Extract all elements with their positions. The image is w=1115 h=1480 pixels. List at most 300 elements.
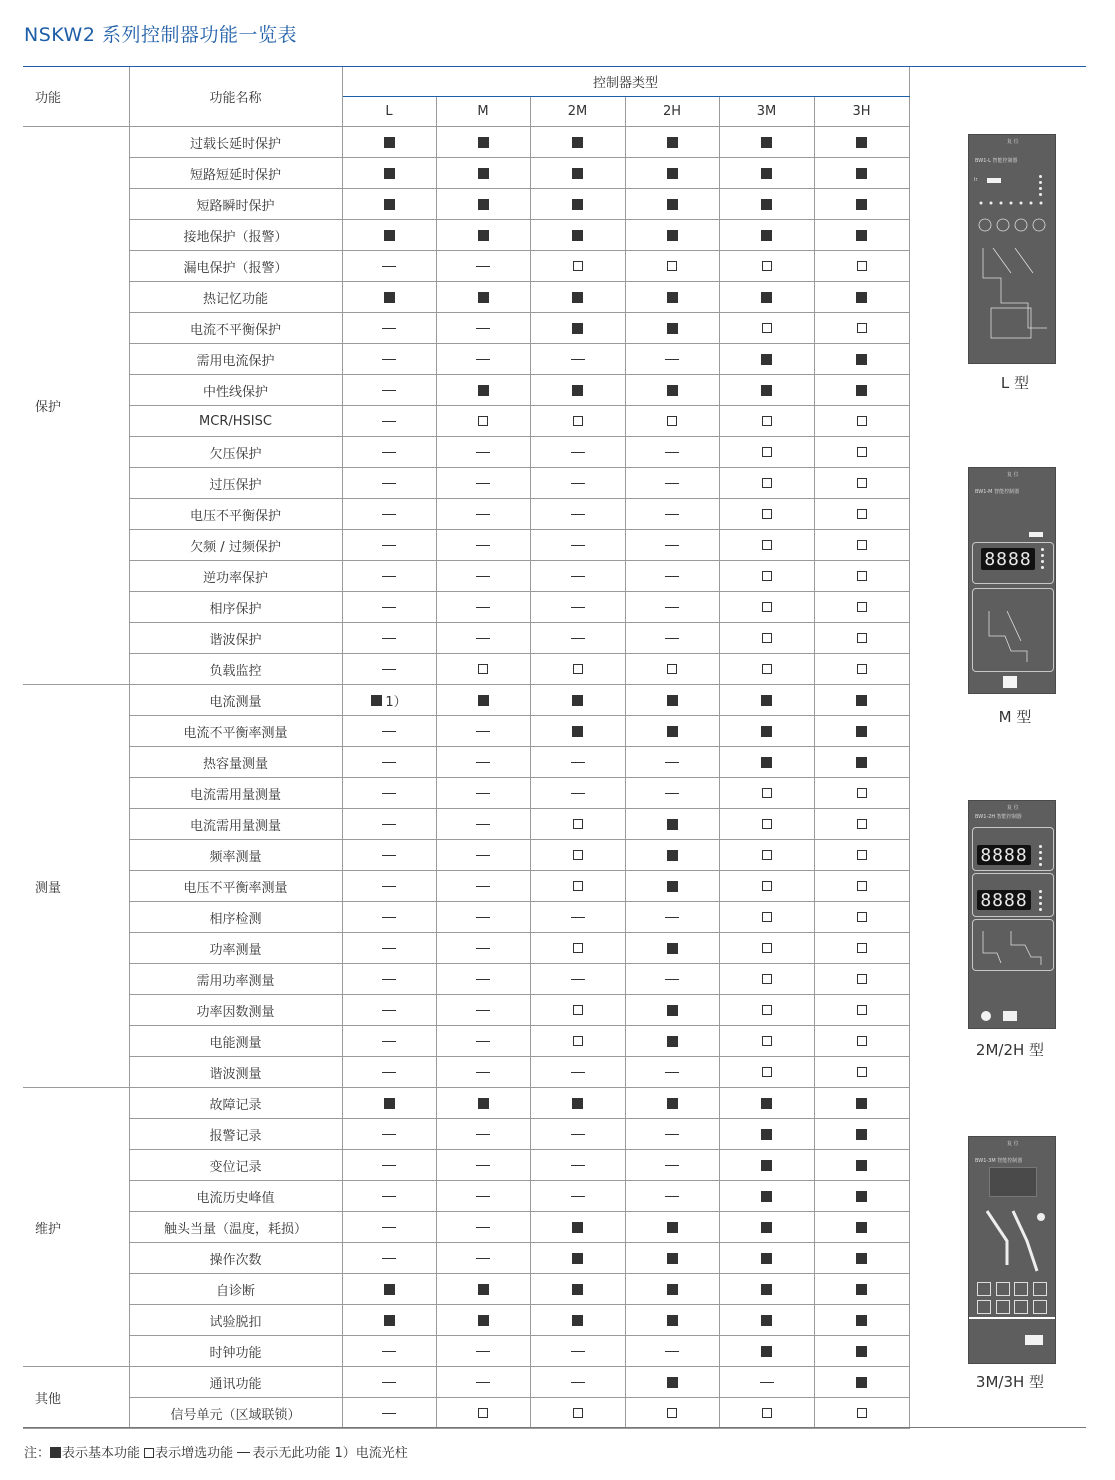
- header-name: 功能名称: [129, 67, 342, 127]
- optional-function-icon: [857, 633, 867, 643]
- m-panel-curve-icon: [977, 596, 1049, 666]
- support-cell-2m: [530, 437, 625, 468]
- function-name: 热容量测量: [129, 747, 342, 778]
- no-function-icon: [665, 545, 679, 546]
- controller-panel-2m2h: 复 位 BW1-2H 智能控制器 8888 8888: [968, 800, 1056, 1029]
- legend-empty-icon: [144, 1448, 154, 1458]
- support-cell-l: [342, 1243, 436, 1274]
- optional-function-icon: [762, 571, 772, 581]
- optional-function-icon: [667, 664, 677, 674]
- support-cell-3h: [814, 406, 909, 437]
- basic-function-icon: [572, 385, 583, 396]
- support-cell-2m: [530, 1212, 625, 1243]
- support-cell-m: [436, 995, 530, 1026]
- function-name: 中性线保护: [129, 375, 342, 406]
- no-function-icon: [665, 1351, 679, 1352]
- support-cell-m: [436, 530, 530, 561]
- support-cell-l: [342, 623, 436, 654]
- support-cell-2m: [530, 871, 625, 902]
- support-cell-3m: [719, 933, 814, 964]
- support-cell-l: [342, 406, 436, 437]
- support-cell-3m: [719, 685, 814, 716]
- support-cell-l: [342, 1336, 436, 1367]
- support-cell-l: [342, 1119, 436, 1150]
- basic-function-icon: [667, 385, 678, 396]
- basic-function-icon: [478, 1098, 489, 1109]
- function-name: 过压保护: [129, 468, 342, 499]
- table-row: [23, 654, 909, 685]
- function-name: 电能测量: [129, 1026, 342, 1057]
- basic-function-icon: [856, 168, 867, 179]
- support-cell-3h: [814, 1057, 909, 1088]
- support-cell-2m: [530, 1088, 625, 1119]
- support-cell-3m: [719, 1181, 814, 1212]
- support-cell-2m: [530, 1150, 625, 1181]
- no-function-icon: [476, 483, 490, 484]
- basic-function-icon: [856, 1191, 867, 1202]
- support-cell-m: [436, 1088, 530, 1119]
- optional-function-icon: [762, 912, 772, 922]
- support-cell-m: [436, 902, 530, 933]
- support-cell-m: [436, 1336, 530, 1367]
- support-cell-m: [436, 1305, 530, 1336]
- support-cell-m: [436, 809, 530, 840]
- basic-function-icon: [856, 385, 867, 396]
- basic-function-icon: [856, 695, 867, 706]
- no-function-icon: [476, 1196, 490, 1197]
- table-row: [23, 251, 909, 282]
- no-function-icon: [476, 762, 490, 763]
- support-cell-3m: [719, 375, 814, 406]
- basic-function-icon: [856, 1346, 867, 1357]
- support-cell-3h: [814, 592, 909, 623]
- support-cell-3h: [814, 1336, 909, 1367]
- support-cell-2m: [530, 375, 625, 406]
- no-function-icon: [665, 452, 679, 453]
- basic-function-icon: [572, 1098, 583, 1109]
- function-name: 热记忆功能: [129, 282, 342, 313]
- no-function-icon: [476, 266, 490, 267]
- support-cell-3m: [719, 406, 814, 437]
- basic-function-icon: [667, 726, 678, 737]
- support-cell-m: [436, 282, 530, 313]
- no-function-icon: [476, 1258, 490, 1259]
- optional-function-icon: [857, 1005, 867, 1015]
- function-name: 信号单元（区域联锁）: [129, 1398, 342, 1429]
- table-row: [23, 375, 909, 406]
- support-cell-l: [342, 1274, 436, 1305]
- basic-function-icon: [667, 199, 678, 210]
- support-cell-2m: [530, 778, 625, 809]
- support-cell-2h: [625, 1150, 719, 1181]
- support-cell-l: [342, 1212, 436, 1243]
- support-cell-3h: [814, 716, 909, 747]
- support-cell-l: [342, 995, 436, 1026]
- table-row: [23, 1026, 909, 1057]
- no-function-icon: [476, 1227, 490, 1228]
- footnote-empty: 表示增选功能: [155, 1446, 234, 1461]
- optional-function-icon: [857, 1408, 867, 1418]
- support-cell-l: [342, 902, 436, 933]
- function-name: 电流需用量测量: [129, 778, 342, 809]
- function-name: 电压不平衡率测量: [129, 871, 342, 902]
- basic-function-icon: [478, 385, 489, 396]
- function-name: 操作次数: [129, 1243, 342, 1274]
- no-function-icon: [382, 979, 396, 980]
- support-cell-m: [436, 251, 530, 282]
- support-cell-3m: [719, 251, 814, 282]
- support-cell-3m: [719, 809, 814, 840]
- support-cell-2h: [625, 933, 719, 964]
- basic-function-icon: [856, 354, 867, 365]
- support-cell-2h: [625, 685, 719, 716]
- no-function-icon: [382, 266, 396, 267]
- no-function-icon: [382, 1351, 396, 1352]
- support-cell-2h: [625, 1398, 719, 1429]
- no-function-icon: [382, 328, 396, 329]
- function-name: 谐波测量: [129, 1057, 342, 1088]
- footnote-none: 表示无此功能: [252, 1446, 331, 1461]
- table-row: [23, 437, 909, 468]
- support-cell-3m: [719, 127, 814, 158]
- support-cell-2h: [625, 809, 719, 840]
- basic-function-icon: [761, 726, 772, 737]
- category-cell: 维护: [23, 1088, 129, 1367]
- table-row: [23, 1150, 909, 1181]
- support-cell-2m: [530, 1243, 625, 1274]
- function-name: 功率测量: [129, 933, 342, 964]
- support-cell-m: [436, 375, 530, 406]
- optional-function-icon: [478, 1408, 488, 1418]
- table-row: [23, 902, 909, 933]
- support-cell-3h: [814, 1026, 909, 1057]
- no-function-icon: [476, 452, 490, 453]
- table-row: [23, 871, 909, 902]
- support-cell-2m: [530, 1305, 625, 1336]
- support-cell-2m: [530, 1057, 625, 1088]
- no-function-icon: [571, 452, 585, 453]
- support-cell-3h: [814, 902, 909, 933]
- basic-function-icon: [572, 1315, 583, 1326]
- optional-function-icon: [857, 881, 867, 891]
- optional-function-icon: [573, 850, 583, 860]
- no-function-icon: [382, 452, 396, 453]
- header-type-2h: 2H: [625, 97, 719, 127]
- support-cell-l: [342, 716, 436, 747]
- support-cell-l: [342, 933, 436, 964]
- table-row: [23, 592, 909, 623]
- table-row: [23, 1212, 909, 1243]
- optional-function-icon: [857, 540, 867, 550]
- optional-function-icon: [573, 261, 583, 271]
- no-function-icon: [476, 917, 490, 918]
- controller-panel-3m3h: 复 位 BW1-3M 智能控制器: [968, 1136, 1056, 1364]
- basic-function-icon: [667, 1253, 678, 1264]
- l-panel-circuit-icon: [973, 193, 1051, 353]
- no-function-icon: [665, 638, 679, 639]
- support-cell-2h: [625, 716, 719, 747]
- support-cell-3m: [719, 902, 814, 933]
- support-cell-2m: [530, 1181, 625, 1212]
- basic-function-icon: [667, 168, 678, 179]
- table-row: [23, 344, 909, 375]
- basic-function-icon: [761, 757, 772, 768]
- basic-function-icon: [667, 1315, 678, 1326]
- basic-function-icon: [761, 1160, 772, 1171]
- function-name: 时钟功能: [129, 1336, 342, 1367]
- no-function-icon: [476, 979, 490, 980]
- basic-function-icon: [667, 137, 678, 148]
- legend-full-icon: [50, 1447, 61, 1458]
- function-name: 相序保护: [129, 592, 342, 623]
- no-function-icon: [760, 1382, 774, 1383]
- optional-function-icon: [857, 912, 867, 922]
- no-function-icon: [382, 855, 396, 856]
- support-cell-l: [342, 1150, 436, 1181]
- optional-function-icon: [857, 850, 867, 860]
- support-cell-l: [342, 282, 436, 313]
- basic-function-icon: [667, 695, 678, 706]
- basic-function-icon: [667, 292, 678, 303]
- support-cell-m: [436, 1398, 530, 1429]
- support-cell-3m: [719, 1057, 814, 1088]
- optional-function-icon: [762, 1036, 772, 1046]
- no-function-icon: [382, 762, 396, 763]
- support-cell-l: [342, 1026, 436, 1057]
- support-cell-3h: [814, 747, 909, 778]
- support-cell-3h: [814, 840, 909, 871]
- no-function-icon: [382, 793, 396, 794]
- no-function-icon: [571, 483, 585, 484]
- support-cell-2m: [530, 654, 625, 685]
- support-cell-3h: [814, 809, 909, 840]
- function-name: 过载长延时保护: [129, 127, 342, 158]
- panel-caption-3m3h: 3M/3H 型: [975, 1373, 1045, 1391]
- function-name: 短路瞬时保护: [129, 189, 342, 220]
- no-function-icon: [382, 638, 396, 639]
- support-cell-2h: [625, 778, 719, 809]
- function-name: 相序检测: [129, 902, 342, 933]
- no-function-icon: [571, 576, 585, 577]
- basic-function-icon: [667, 323, 678, 334]
- support-cell-2m: [530, 747, 625, 778]
- basic-function-icon: [761, 1253, 772, 1264]
- support-cell-2m: [530, 995, 625, 1026]
- no-function-icon: [665, 483, 679, 484]
- header-type-2m: 2M: [530, 97, 625, 127]
- support-cell-2h: [625, 158, 719, 189]
- table-row: [23, 468, 909, 499]
- support-cell-m: [436, 1026, 530, 1057]
- basic-function-icon: [667, 819, 678, 830]
- support-cell-l: [342, 809, 436, 840]
- support-cell-3m: [719, 623, 814, 654]
- no-function-icon: [476, 948, 490, 949]
- support-cell-3h: [814, 1088, 909, 1119]
- support-cell-2h: [625, 1026, 719, 1057]
- no-function-icon: [571, 762, 585, 763]
- support-cell-m: [436, 1367, 530, 1398]
- support-cell-l: [342, 871, 436, 902]
- support-cell-2m: [530, 1398, 625, 1429]
- panel-caption-l: L 型: [1000, 374, 1030, 392]
- support-cell-m: [436, 344, 530, 375]
- support-cell-2m: [530, 623, 625, 654]
- table-row: [23, 1398, 909, 1429]
- function-name: 短路短延时保护: [129, 158, 342, 189]
- basic-function-icon: [761, 292, 772, 303]
- support-cell-3h: [814, 933, 909, 964]
- table-row: [23, 1243, 909, 1274]
- support-cell-2h: [625, 127, 719, 158]
- support-cell-3h: [814, 158, 909, 189]
- support-cell-2h: [625, 1274, 719, 1305]
- function-name: 需用功率测量: [129, 964, 342, 995]
- no-function-icon: [382, 1382, 396, 1383]
- optional-function-icon: [762, 850, 772, 860]
- no-function-icon: [382, 669, 396, 670]
- basic-function-icon: [856, 1377, 867, 1388]
- support-cell-3m: [719, 189, 814, 220]
- no-function-icon: [382, 607, 396, 608]
- optional-function-icon: [857, 571, 867, 581]
- support-cell-2m: [530, 499, 625, 530]
- support-cell-2m: [530, 344, 625, 375]
- optional-function-icon: [762, 881, 772, 891]
- basic-function-icon: [384, 1284, 395, 1295]
- footnote-note: 1）电流光柱: [334, 1446, 408, 1461]
- table-row: [23, 933, 909, 964]
- basic-function-icon: [856, 1160, 867, 1171]
- support-cell-2h: [625, 189, 719, 220]
- function-name: 变位记录: [129, 1150, 342, 1181]
- no-function-icon: [476, 545, 490, 546]
- table-row: [23, 1057, 909, 1088]
- no-function-icon: [382, 1041, 396, 1042]
- basic-function-icon: [761, 1191, 772, 1202]
- no-function-icon: [571, 1196, 585, 1197]
- basic-function-icon: [384, 199, 395, 210]
- support-cell-3m: [719, 158, 814, 189]
- header-type-3h: 3H: [814, 97, 909, 127]
- function-name: 电流不平衡率测量: [129, 716, 342, 747]
- no-function-icon: [571, 514, 585, 515]
- support-cell-3h: [814, 1274, 909, 1305]
- support-cell-l: [342, 499, 436, 530]
- no-function-icon: [382, 545, 396, 546]
- support-cell-3h: [814, 530, 909, 561]
- support-cell-m: [436, 623, 530, 654]
- optional-function-icon: [762, 261, 772, 271]
- header-category: 功能: [23, 67, 129, 127]
- optional-function-icon: [857, 974, 867, 984]
- support-cell-3m: [719, 530, 814, 561]
- basic-function-icon: [761, 354, 772, 365]
- table-row: [23, 127, 909, 158]
- optional-function-icon: [762, 509, 772, 519]
- support-cell-3m: [719, 1150, 814, 1181]
- support-cell-2h: [625, 561, 719, 592]
- basic-function-icon: [384, 137, 395, 148]
- support-cell-l: [342, 468, 436, 499]
- table-row: [23, 685, 909, 716]
- basic-function-icon: [572, 1222, 583, 1233]
- optional-function-icon: [857, 602, 867, 612]
- support-cell-3m: [719, 995, 814, 1026]
- basic-function-icon: [667, 1098, 678, 1109]
- support-cell-l: [342, 778, 436, 809]
- support-cell-3h: [814, 313, 909, 344]
- optional-function-icon: [857, 478, 867, 488]
- no-function-icon: [382, 824, 396, 825]
- 2m2h-panel-display-bottom: 8888: [977, 890, 1031, 910]
- no-function-icon: [382, 917, 396, 918]
- basic-function-icon: [856, 1315, 867, 1326]
- controller-panel-l: 复 位 BW1-L 智能控制器 Ir: [968, 134, 1056, 364]
- table-row: [23, 778, 909, 809]
- no-function-icon: [571, 793, 585, 794]
- support-cell-m: [436, 127, 530, 158]
- no-function-icon: [382, 1072, 396, 1073]
- basic-function-icon: [761, 1098, 772, 1109]
- support-cell-l: [342, 592, 436, 623]
- basic-function-icon: [667, 1284, 678, 1295]
- support-cell-2m: [530, 1367, 625, 1398]
- basic-function-icon: [572, 199, 583, 210]
- no-function-icon: [382, 359, 396, 360]
- support-cell-l: [342, 375, 436, 406]
- support-cell-3m: [719, 654, 814, 685]
- support-cell-2m: [530, 251, 625, 282]
- function-name: 漏电保护（报警）: [129, 251, 342, 282]
- basic-function-icon: [478, 230, 489, 241]
- support-cell-2h: [625, 313, 719, 344]
- support-cell-m: [436, 1057, 530, 1088]
- support-cell-2m: [530, 530, 625, 561]
- support-cell-3h: [814, 623, 909, 654]
- basic-function-icon: [478, 199, 489, 210]
- no-function-icon: [476, 638, 490, 639]
- table-row: [23, 1088, 909, 1119]
- table-row: [23, 1274, 909, 1305]
- support-cell-l: [342, 251, 436, 282]
- basic-function-icon: [384, 168, 395, 179]
- function-name: 试验脱扣: [129, 1305, 342, 1336]
- optional-function-icon: [762, 447, 772, 457]
- support-cell-3m: [719, 437, 814, 468]
- no-function-icon: [571, 1165, 585, 1166]
- support-cell-3h: [814, 1243, 909, 1274]
- support-cell-l: [342, 654, 436, 685]
- optional-function-icon: [857, 509, 867, 519]
- support-cell-2m: [530, 964, 625, 995]
- basic-function-icon: [572, 1284, 583, 1295]
- optional-function-icon: [762, 788, 772, 798]
- optional-function-icon: [762, 416, 772, 426]
- no-function-icon: [382, 1165, 396, 1166]
- support-cell-2h: [625, 902, 719, 933]
- support-cell-2h: [625, 840, 719, 871]
- support-cell-2h: [625, 437, 719, 468]
- support-cell-2m: [530, 1274, 625, 1305]
- support-cell-2h: [625, 375, 719, 406]
- table-row: [23, 189, 909, 220]
- m-panel-display: 8888: [981, 548, 1035, 570]
- optional-function-icon: [762, 602, 772, 612]
- support-cell-3h: [814, 1305, 909, 1336]
- basic-function-icon: [667, 881, 678, 892]
- support-cell-2h: [625, 468, 719, 499]
